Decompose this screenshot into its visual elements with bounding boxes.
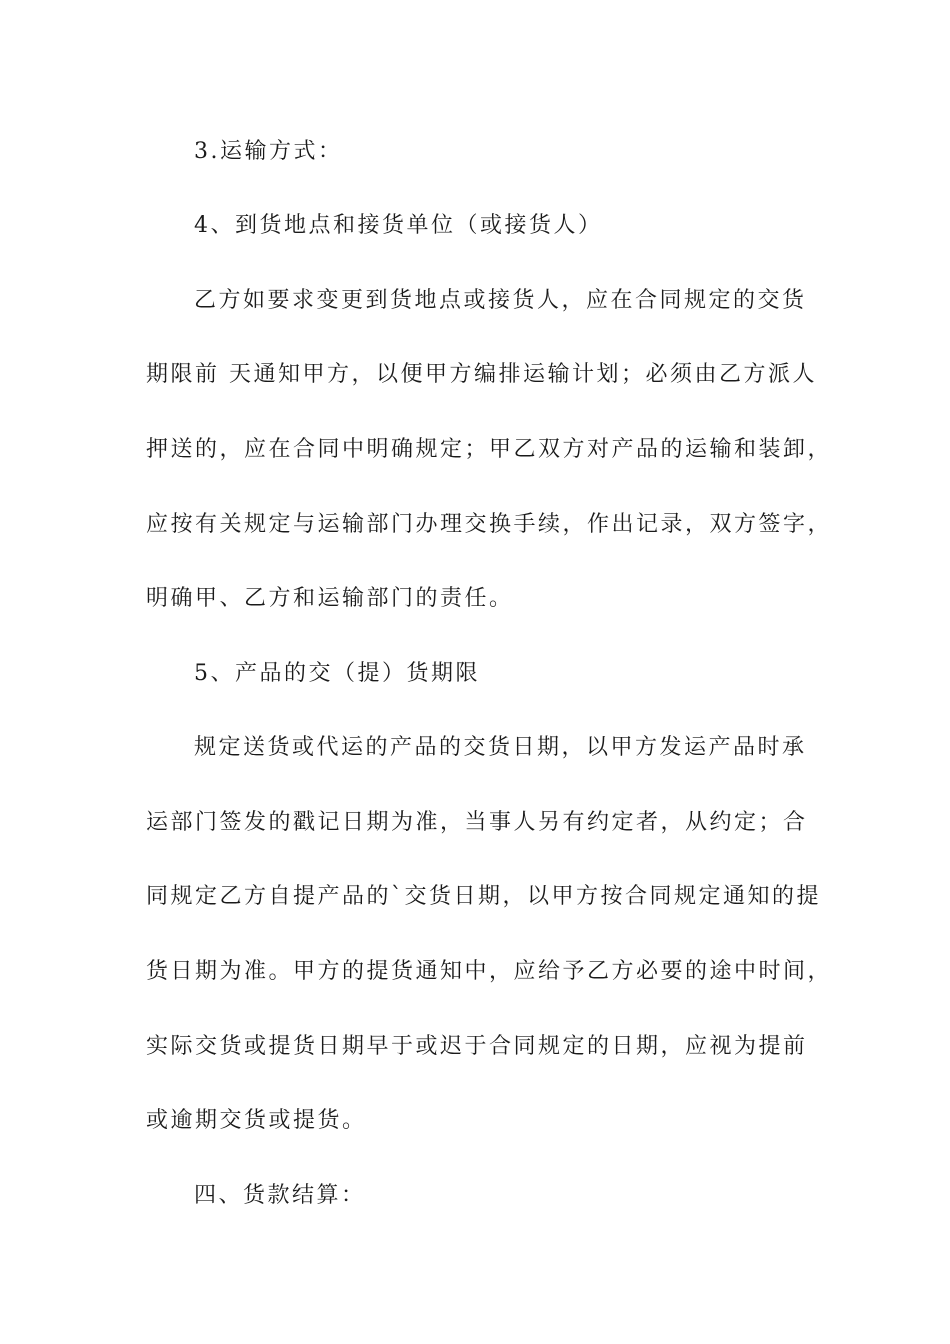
heading-delivery-period: 5、产品的交（提）货期限 — [194, 661, 480, 686]
paragraph-line: 实际交货或提货日期早于或迟于合同规定的日期，应视为提前 — [146, 1034, 808, 1059]
heading-delivery-location: 4、到货地点和接货单位（或接货人） — [194, 213, 603, 238]
paragraph-line: 乙方如要求变更到货地点或接货人，应在合同规定的交货 — [194, 288, 807, 313]
paragraph-line: 明确甲、乙方和运输部门的责任。 — [146, 586, 514, 611]
heading-transport-method: 3.运输方式： — [194, 139, 343, 164]
paragraph-line: 同规定乙方自提产品的`交货日期，以甲方按合同规定通知的提 — [146, 884, 822, 909]
paragraph-line: 或逾期交货或提货。 — [146, 1108, 367, 1133]
paragraph-line: 期限前 天通知甲方，以便甲方编排运输计划；必须由乙方派人 — [146, 362, 817, 387]
paragraph-line: 运部门签发的戳记日期为准，当事人另有约定者，从约定；合 — [146, 810, 808, 835]
paragraph-line: 押送的，应在合同中明确规定；甲乙双方对产品的运输和装卸， — [146, 437, 833, 462]
paragraph-line: 规定送货或代运的产品的交货日期，以甲方发运产品时承 — [194, 735, 807, 760]
paragraph-line: 货日期为准。甲方的提货通知中，应给予乙方必要的途中时间， — [146, 959, 833, 984]
paragraph-line: 应按有关规定与运输部门办理交换手续，作出记录，双方签字， — [146, 512, 833, 537]
heading-payment-settlement: 四、货款结算： — [194, 1183, 366, 1208]
